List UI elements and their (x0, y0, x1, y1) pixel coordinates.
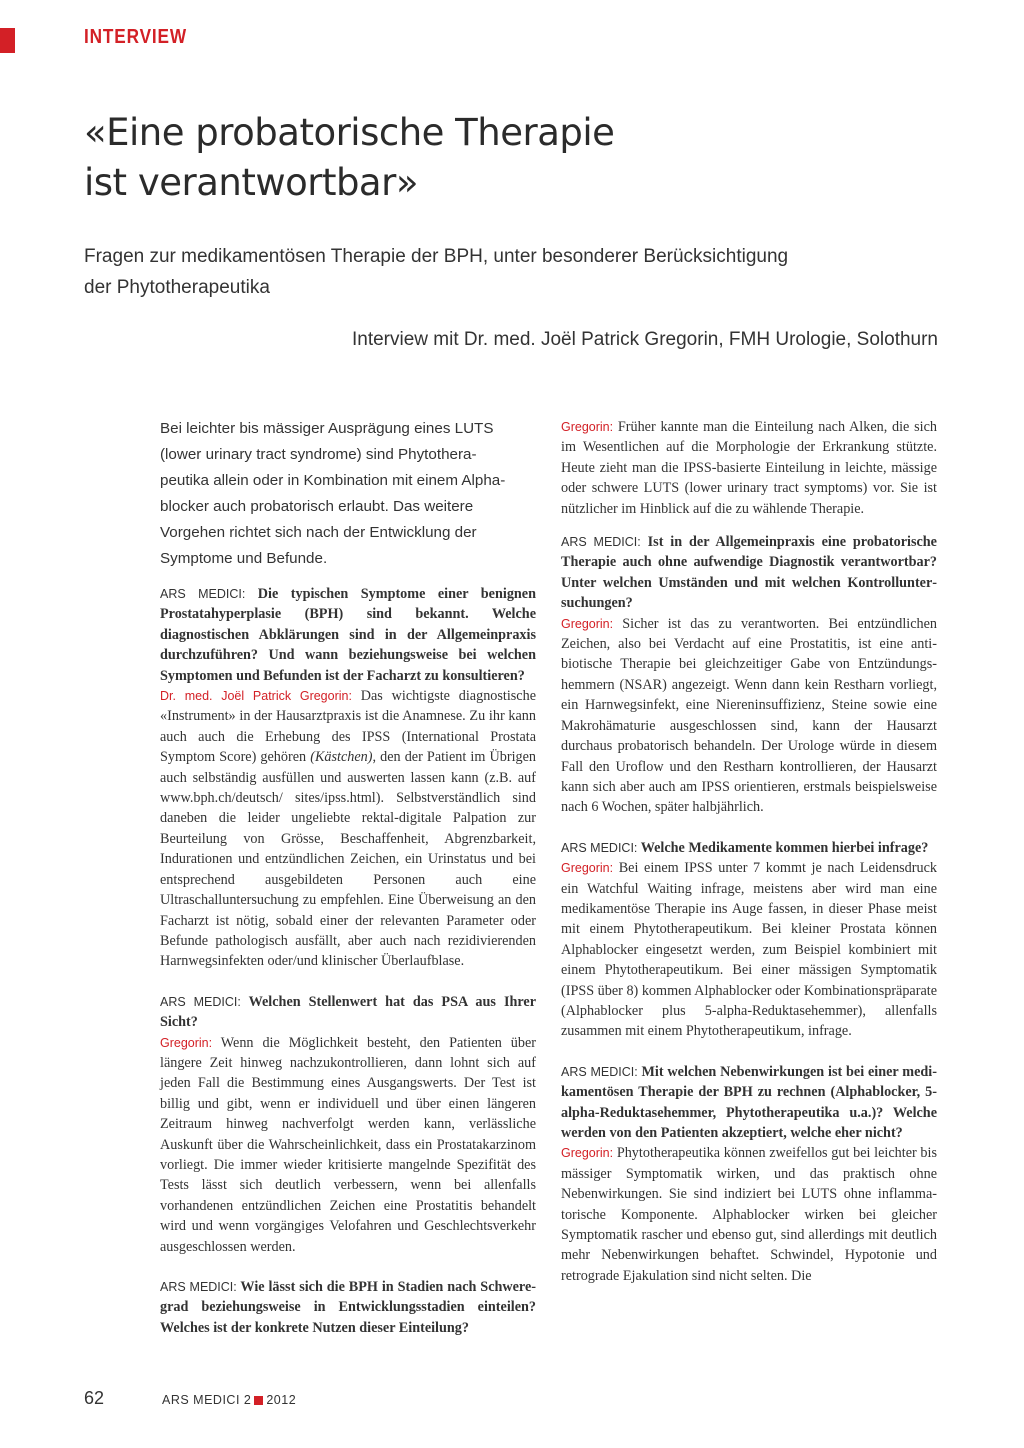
question-text: Welchen Stellenwert hat das PSA aus Ihrer Sicht? (160, 993, 536, 1031)
lead-line: blocker auch probatorisch erlaubt. Das weitere (160, 498, 474, 515)
journal-year: 2012 (266, 1393, 297, 1407)
interview-answer (561, 417, 937, 519)
article-title-line-2: ist verantwortbar» (84, 161, 418, 204)
speaker-label: ARS MEDICI: (561, 840, 638, 855)
answer-text: Phytotherapeutika können zweifellos gut bei leichter bis mässiger Symptomatik wirken, und das praktisch ohne Nebenwirkungen. Sie sind indiziert bei LUTS ohne inflammatorische Komponente. Alphablocker wirken bei gleicher Symptomatik rascher und ebenso gut, sind allerdings mit deutlich mehr Nebenwirkungen behaftet. Schwindel, Hypotonie und retrograde Ejakulation sind nicht selten. Die (561, 1145, 937, 1284)
speaker-label: Dr. med. Joël Patrick Gregorin: (160, 689, 352, 704)
speaker-label: Gregorin: (561, 616, 614, 631)
speaker-label: ARS MEDICI: (160, 1280, 237, 1294)
lead-paragraph (160, 416, 536, 572)
speaker-label: ARS MEDICI: (160, 587, 246, 601)
answer-text: Sicher ist das zu verantworten. Bei entzündlichen Zeichen, also bei Verdacht auf eine Prostatitis, ist eine antibiotische Therapie bei gleichzeitiger Gabe von Entzündungshemmern (NSAR) angezeigt. Wenn dann kein Restharn vorliegt, ein Harnwegsinfekt, eine Niereninsuffizienz, Steine sowie eine Makrohämaturie ausgeschlossen sind, kann der Hausarzt durchaus probatorisch behandeln. Der Urologe würde in diesem Fall den Uroflow und den Restharn kontrollieren, der Hausarzt kann sich aber auch am IPSS orientieren, erstmals beispielsweise nach 6 Wochen, später halbjährlich. (561, 615, 937, 816)
answer-italic-ref: (Kästchen) (310, 749, 373, 766)
question-text: Wie lässt sich die BPH in Stadien nach Schweregrad beziehungsweise in Entwicklungsstadien einteilen? Welches ist der konkrete Nutzen dieser Einteilung? (160, 1279, 536, 1336)
speaker-label: Gregorin: (561, 861, 614, 876)
article-byline: Interview mit Dr. med. Joël Patrick Gregorin, FMH Urologie, Solothurn (351, 329, 938, 350)
article-subtitle-line-1: Fragen zur medikamentösen Therapie der BPH, unter besonderer Berücksichtigung (84, 246, 789, 267)
footer-separator-square (254, 1396, 263, 1405)
interview-answer (160, 686, 536, 972)
answer-text: Bei einem IPSS unter 7 kommt je nach Leidensdruck ein Watchful Waiting infrage, meistens aber wird man eine medikamentöse Therapie ins Auge fassen, in dieser Phase meist mit einem Phytotherapeutikum. Bei kleiner Prostata können Alphablocker eingesetzt werden, zum Beispiel kombiniert mit einem Phytotherapeutikum. Bei einer mässigen Symptomatik (IPSS über 8) kommen Alphablocker oder Kombinationspräparate (Alphablocker plus 5-alpha-Reduktasehemmer), allenfalls zusammen mit einem Phytotherapeutikum, infrage. (561, 860, 937, 1040)
question-text: Die typischen Symptome einer benignen Prostatahyperplasie (BPH) sind bekannt. Welche diagnostischen Abklärungen sind in der Allgemeinpraxis durchzuführen? Und wann beziehungsweise bei welchen Symptomen und Befunden ist der Facharzt zu konsultieren? (160, 586, 536, 684)
interview-question (160, 1277, 536, 1338)
answer-text: Früher kannte man die Einteilung nach Alken, die sich im Wesentlichen auf die Morphologie der Erkrankung stützte. Heute zieht man die IPSS-basierte Einteilung in leichte, mässige oder schwere LUTS (lower urinary tract symptoms) vor. Sie ist nützlicher im Hinblick auf die zu wählende Therapie. (561, 419, 937, 517)
journal-footer (162, 1393, 296, 1407)
interview-answer (561, 614, 937, 818)
interview-question (561, 1062, 937, 1144)
right-column (561, 417, 937, 1286)
lead-line: Bei leichter bis mässiger Ausprägung eines LUTS (160, 420, 494, 437)
article-subtitle-line-2: der Phytotherapeutika (84, 277, 270, 298)
question-text: Mit welchen Nebenwirkungen ist bei einer medikamentösen Therapie der BPH zu rechnen (Alphablocker, 5-alpha-Reduktasehemmer, Phytotherapeutika u.a.)? Welche werden von den Patienten akzeptiert, welche eher nicht? (561, 1063, 937, 1141)
interview-answer (160, 1033, 536, 1257)
section-label: INTERVIEW (84, 26, 187, 48)
answer-text: Das wichtigste diagnostische «Instrument» in der Hausarztpraxis ist die Anamnese. Zu ihr kann auch auch die Erhebung des IPSS (International Prostata Symptom Score) gehören (160, 688, 536, 766)
article-title (84, 108, 944, 208)
lead-line: Vorgehen richtet sich nach der Entwicklung der (160, 524, 477, 541)
interview-question (160, 584, 536, 686)
interview-question (561, 838, 937, 858)
article-subtitle (84, 241, 944, 303)
question-text: Welche Medikamente kommen hierbei infrage? (637, 839, 929, 856)
speaker-label: Gregorin: (561, 420, 614, 434)
interview-answer (561, 1143, 937, 1286)
question-text: Ist in der Allgemeinpraxis eine probatorische Therapie auch ohne aufwendige Diagnostik verantwortbar? Unter welchen Umständen und mit welchen Kontrolluntersuchungen? (561, 534, 937, 612)
interview-question (160, 992, 536, 1033)
interview-answer (561, 858, 937, 1042)
speaker-label: ARS MEDICI: (561, 535, 641, 550)
answer-text: Wenn die Möglichkeit besteht, den Patienten über längere Zeit hinweg nachzukontrollieren, dann lohnt sich auf jeden Fall die Bestimmung eines Ausgangswerts. Der Test ist billig und gibt, wenn er individuell und über einen längeren Zeitraum hinweg nachverfolgt werden kann, verlässliche Auskunft über die Wahrscheinlichkeit, dass ein Prostatakarzinom vorliegt. Die immer wieder kritisierte mangelnde Spezifität des Tests lässt sich deutlich verbessern, wenn bei allenfalls vorhandenen entzündlichen Zeichen eine Prostatitis behandelt wird und wenn vorgängiges Velofahren und Geschlechtsverkehr ausgeschlossen werden. (160, 1034, 536, 1255)
speaker-label: Gregorin: (561, 1146, 614, 1161)
article-title-line-1: «Eine probatorische Therapie (84, 111, 615, 154)
speaker-label: ARS MEDICI: (561, 1064, 638, 1079)
section-color-tab (0, 28, 15, 53)
answer-text: , den der Patient im Übrigen auch selbständig ausfüllen und auswerten lassen kann (z.B. auf www.bph.ch/deutsch/ sites/ipss.html). Selbstverständlich sind daneben die leider ungeliebte rektal-digitale Palpation zur Beurteilung von Grösse, Beschaffenheit, Abgrenzbarkeit, Indurationen und entzündlichen Zeichen, ein Urinstatus und bei entsprechend ausgebildeten Personen auch eine Ultraschalluntersuchung zu empfehlen. Eine Überweisung an den Facharzt ist nötig, sobald einer der relevanten Parameter oder Befunde pathologisch ausfällt, aber auch nach rezidivierenden Harnwegsinfekten oder/und klinischer Überlaufblase. (160, 749, 537, 970)
journal-name: ARS MEDICI 2 (162, 1393, 252, 1407)
speaker-label: ARS MEDICI: (160, 994, 241, 1009)
left-column (160, 416, 536, 1338)
interview-question (561, 532, 937, 614)
lead-line: (lower urinary tract syndrome) sind Phytothera- (160, 446, 477, 463)
lead-line: peutika allein oder in Kombination mit einem Alpha- (160, 472, 506, 489)
speaker-label: Gregorin: (160, 1035, 213, 1050)
lead-line: Symptome und Befunde. (160, 550, 328, 567)
page-number: 62 (84, 1388, 105, 1408)
